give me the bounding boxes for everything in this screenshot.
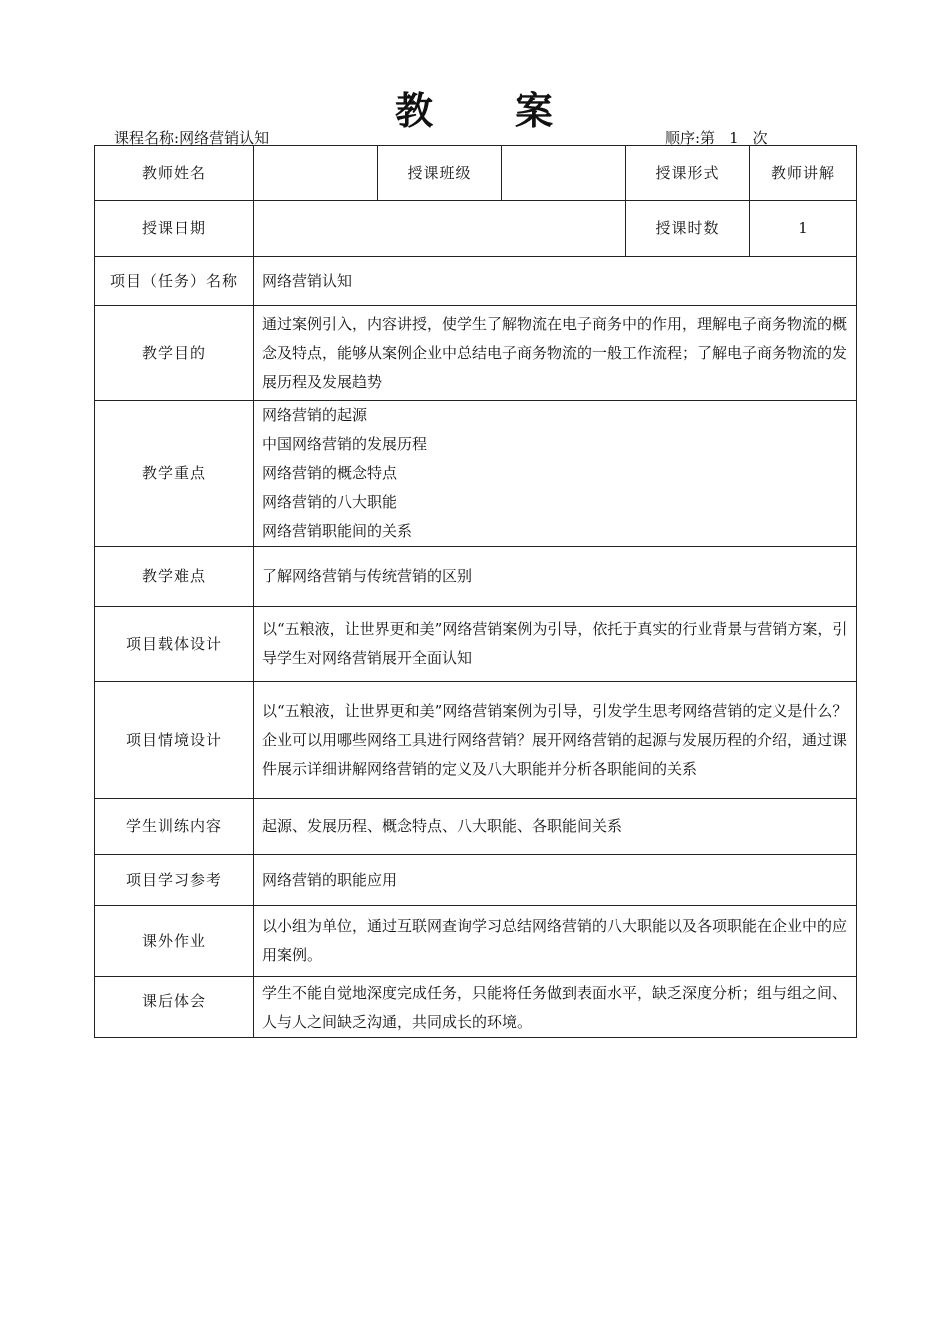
key-point-item: 中国网络营销的发展历程 — [262, 435, 428, 453]
table-row — [95, 799, 857, 855]
key-point-item: 网络营销的概念特点 — [262, 464, 398, 482]
key-points-list — [254, 401, 857, 547]
difficulty-value: 了解网络营销与传统营销的区别 — [254, 547, 857, 607]
key-point-item: 网络营销的八大职能 — [262, 493, 398, 511]
reference-label: 项目学习参考 — [95, 855, 254, 906]
table-row — [95, 855, 857, 906]
homework-label: 课外作业 — [95, 906, 254, 977]
reflection-label: 课后体会 — [95, 977, 254, 1038]
teaching-hours-value: 1 — [750, 201, 857, 257]
carrier-design-label: 项目载体设计 — [95, 607, 254, 682]
teaching-form-value: 教师讲解 — [750, 146, 857, 201]
teaching-form-label: 授课形式 — [626, 146, 750, 201]
difficulty-label: 教学难点 — [95, 547, 254, 607]
class-value — [502, 146, 626, 201]
teaching-hours-label: 授课时数 — [626, 201, 750, 257]
teaching-date-label: 授课日期 — [95, 201, 254, 257]
reflection-value: 学生不能自觉地深度完成任务，只能将任务做到表面水平，缺乏深度分析；组与组之间、人与人之间缺乏沟通，共同成长的环境。 — [254, 977, 857, 1038]
training-label: 学生训练内容 — [95, 799, 254, 855]
lesson-plan-table — [94, 145, 857, 1038]
order-number: 1 — [729, 129, 739, 147]
key-points-label: 教学重点 — [95, 401, 254, 547]
teacher-name-value — [254, 146, 378, 201]
table-row — [95, 977, 857, 1038]
teacher-name-label: 教师姓名 — [95, 146, 254, 201]
table-row — [95, 146, 857, 201]
order-suffix: 次 — [752, 129, 768, 147]
homework-value: 以小组为单位，通过互联网查询学习总结网络营销的八大职能以及各项职能在企业中的应用案例。 — [254, 906, 857, 977]
teaching-date-value — [254, 201, 626, 257]
title-char-1: 教 — [394, 89, 435, 133]
table-row — [95, 682, 857, 799]
table-row — [95, 906, 857, 977]
training-value: 起源、发展历程、概念特点、八大职能、各职能间关系 — [254, 799, 857, 855]
key-point-item: 网络营销的起源 — [262, 406, 368, 424]
reference-value: 网络营销的职能应用 — [254, 855, 857, 906]
scenario-design-label: 项目情境设计 — [95, 682, 254, 799]
key-point-item: 网络营销职能间的关系 — [262, 522, 413, 540]
scenario-design-value: 以“五粮液，让世界更和美”网络营销案例为引导，引发学生思考网络营销的定义是什么？企业可以用哪些网络工具进行网络营销？展开网络营销的起源与发展历程的介绍，通过课件展示详细讲解网络营销的定义及八大职能并分析各职能间的关系 — [254, 682, 857, 799]
table-row — [95, 607, 857, 682]
table-row — [95, 547, 857, 607]
table-row — [95, 401, 857, 547]
table-row — [95, 201, 857, 257]
course-name: 网络营销认知 — [179, 129, 270, 147]
carrier-design-value: 以“五粮液，让世界更和美”网络营销案例为引导，依托于真实的行业背景与营销方案，引导学生对网络营销展开全面认知 — [254, 607, 857, 682]
table-row — [95, 306, 857, 401]
table-row — [95, 257, 857, 306]
objective-value: 通过案例引入，内容讲授，使学生了解物流在电子商务中的作用，理解电子商务物流的概念及特点，能够从案例企业中总结电子商务物流的一般工作流程；了解电子商务物流的发展历程及发展趋势 — [254, 306, 857, 401]
order-prefix: 顺序:第 — [665, 129, 716, 147]
title-char-2: 案 — [515, 89, 556, 133]
objective-label: 教学目的 — [95, 306, 254, 401]
project-name-value: 网络营销认知 — [254, 257, 857, 306]
class-label: 授课班级 — [378, 146, 502, 201]
project-name-label: 项目（任务）名称 — [95, 257, 254, 306]
course-label: 课程名称: — [114, 129, 180, 147]
